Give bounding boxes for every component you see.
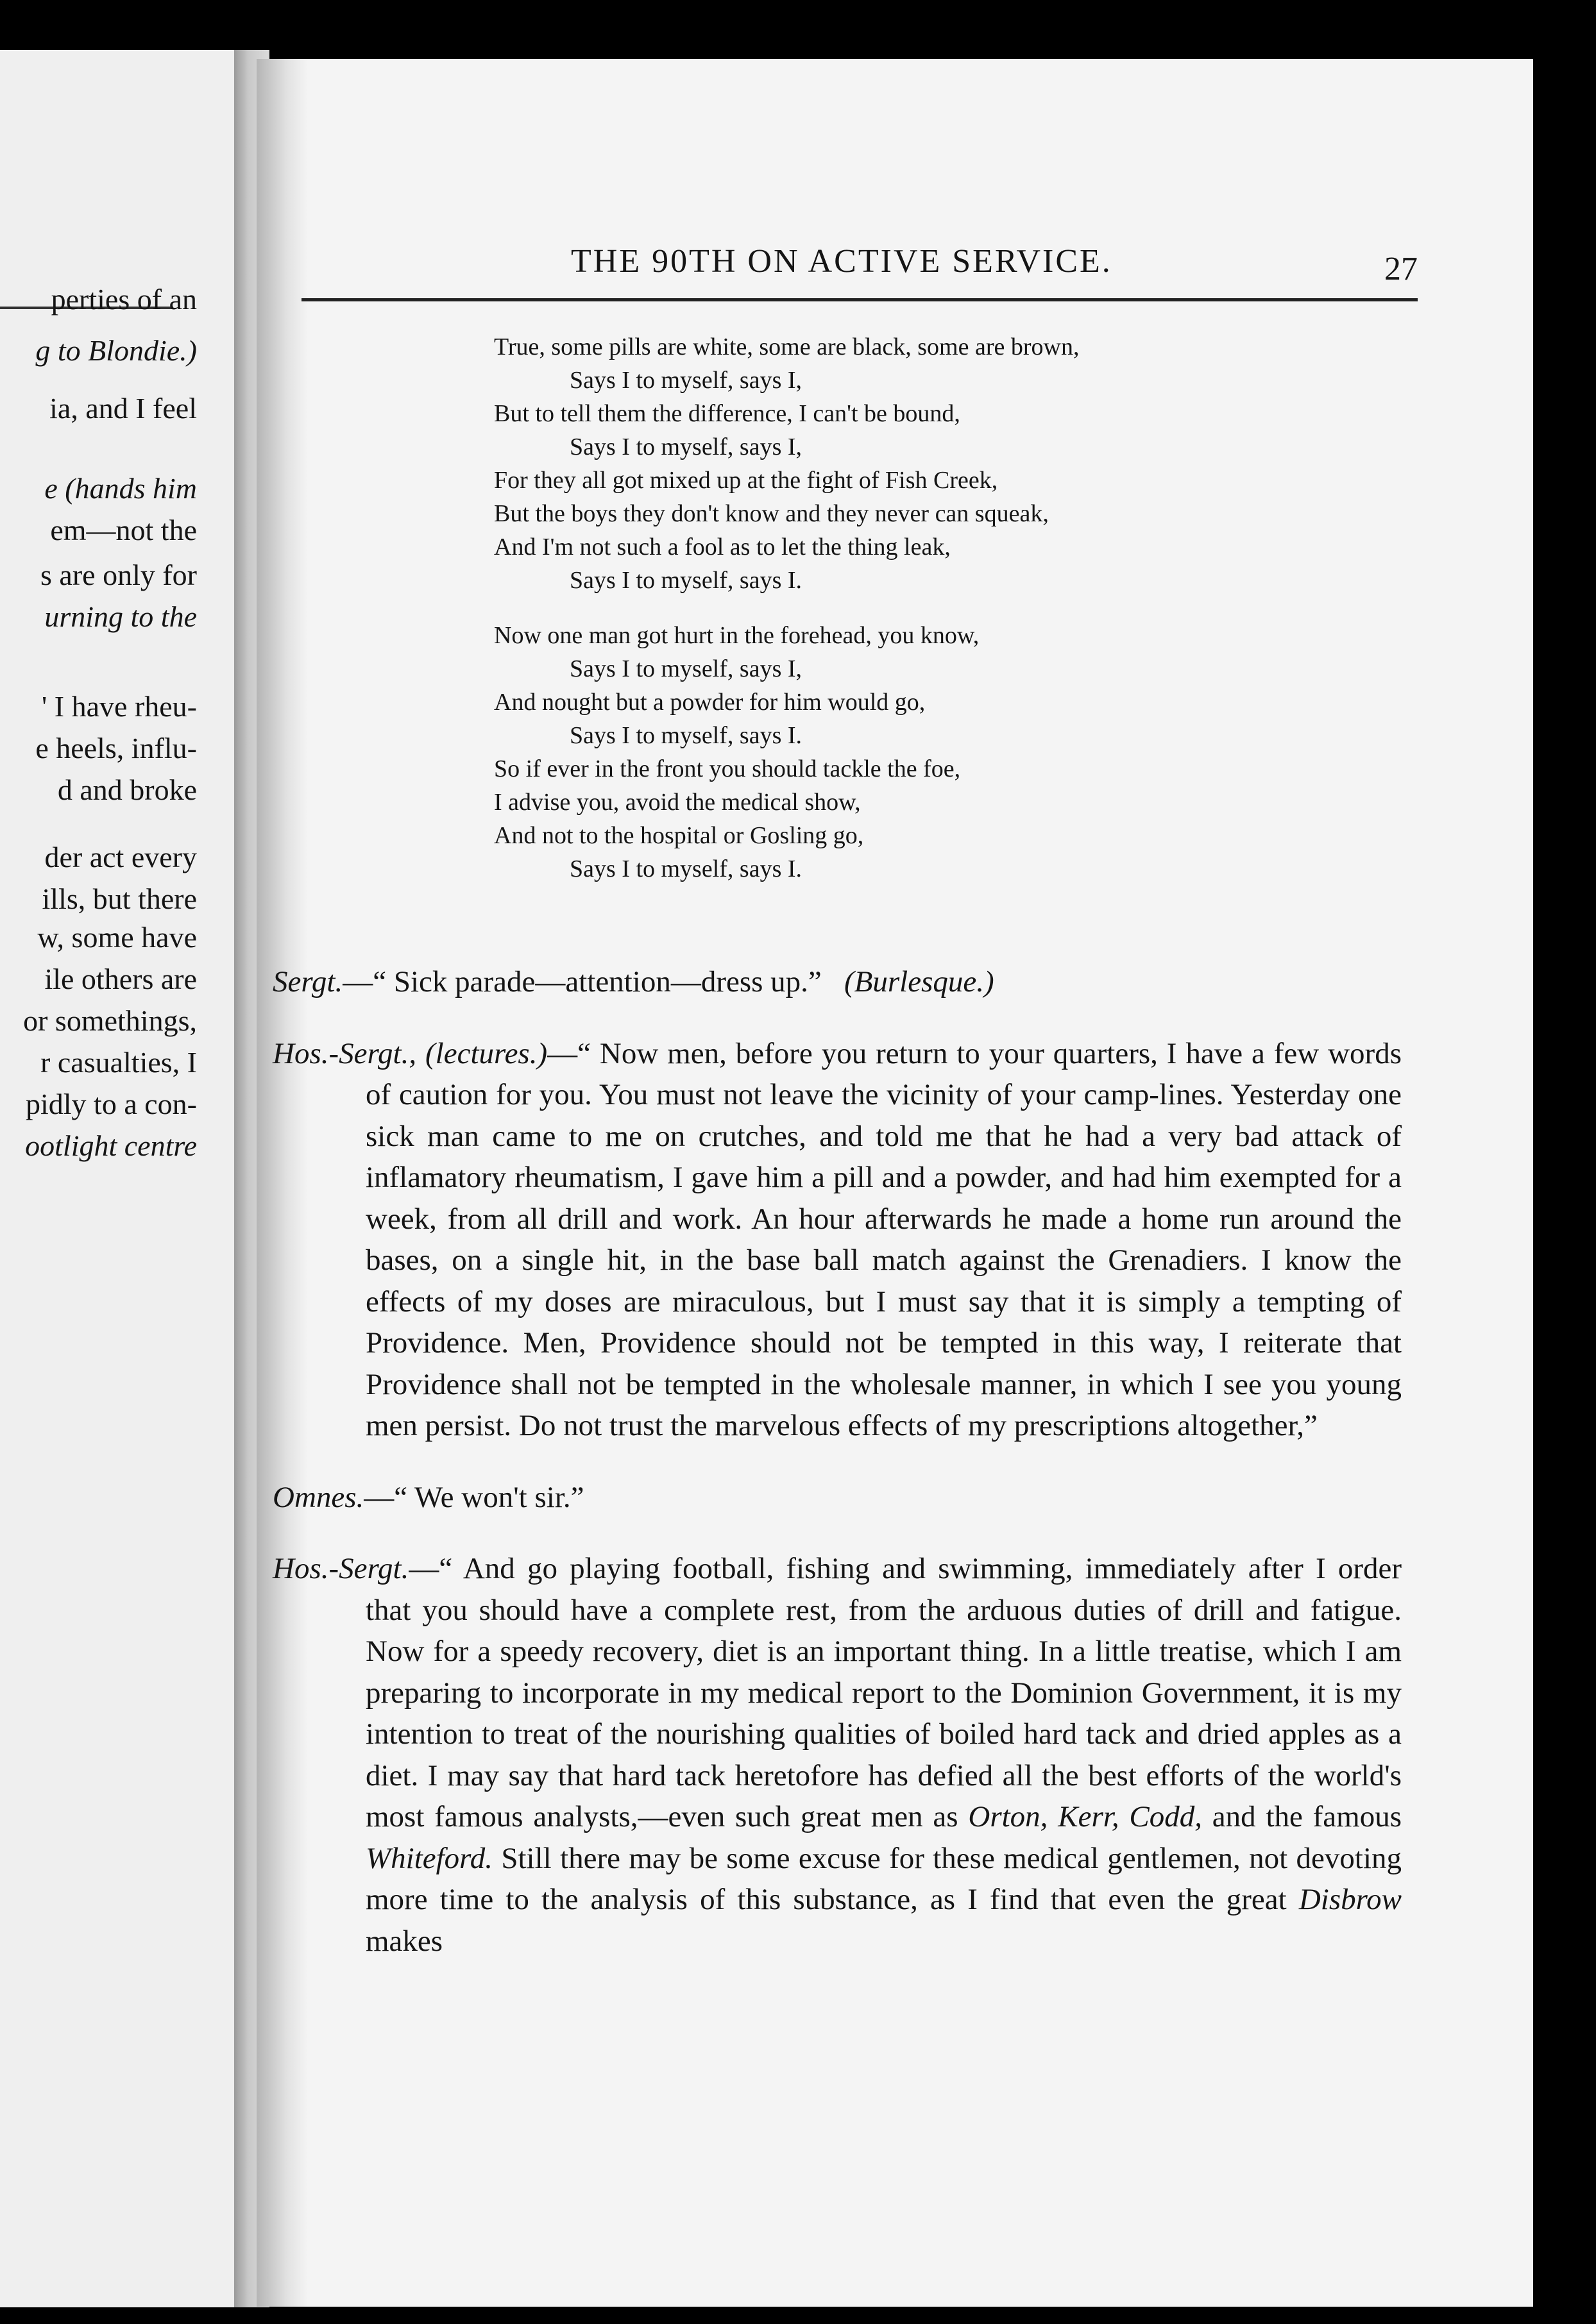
verse-line: So if ever in the front you should tackle the foe,: [494, 755, 961, 782]
verse-line: Says I to myself, says I.: [570, 567, 802, 594]
verse-stanza-1: [494, 330, 1251, 597]
left-page-line: urning to the: [44, 600, 197, 633]
dialogue-hos-sergt-2: Hos.-Sergt.—“ And go playing football, fishing and swimming, immediately after I order that you should have a complete rest, from the arduous duties of drill and fatigue. Now for a speedy recovery, diet is an important thing. In a little treatise, which I am preparing to incorporate in my medical report to the Dominion Government, it is my intention to treat of the nourishing qualities of boiled hard tack and dried apples as a diet. I may say that hard tack heretofore has defied all the best efforts of the world's most famous analysts,—even such great men as Orton, Kerr, Codd, and the famous Whiteford. Still there may be some excuse for these medical gentlemen, not devoting more time to the analysis of this substance, as I find that even the great Disbrow makes: [273, 1552, 1402, 1958]
verse-line: Says I to myself, says I,: [570, 434, 802, 460]
verse-line: Says I to myself, says I,: [570, 655, 802, 682]
dialogue-hos-sergt-1: Hos.-Sergt., (lectures.)—“ Now men, before you return to your quarters, I have a few words of caution for you. You must not leave the vicinity of your camp-lines. Yesterday one sick man came to me on crutches, and told me that he had a very bad attack of inflamatory rheumatism, I gave him a pill and a powder, and had him exempted for a week, from all drill and work. An hour afterwards he made a home run around the bases, on a single hit, in the base ball match against the Grenadiers. I know the effects of my doses are miraculous, but I must say that it is simply a tempting of Providence. Men, Providence should not be tempted in this way, I reiterate that Providence shall not be tempted in the wholesale manner, in which I see you young men persist. Do not trust the marvelous effects of my prescriptions altogether,”: [273, 1036, 1402, 1442]
left-page-line: em—not the: [50, 514, 197, 546]
verse-line: I advise you, avoid the medical show,: [494, 789, 861, 816]
verse-line: Says I to myself, says I,: [570, 367, 802, 394]
verse-line: True, some pills are white, some are black, some are brown,: [494, 333, 1080, 360]
song-verse: [494, 330, 1251, 907]
dialogue-text: Still there may be some excuse for these medical gentlemen, not devoting more time to the analysis of this substance, as I find that even the great: [366, 1841, 1402, 1916]
left-page-line: g to Blondie.): [35, 334, 197, 367]
stage-direction: (Burlesque.): [844, 965, 994, 998]
verse-line: But the boys they don't know and they never can squeak,: [494, 500, 1049, 527]
stage-direction: (lectures.): [425, 1036, 548, 1070]
left-page-line: pidly to a con-: [26, 1088, 197, 1120]
dialogue-text: “ Now men, before you return to your quarters, I have a few words of caution for you. You must not leave the vicinity of your camp-lines. Yesterday one sick man came to me on crutches, and told me that he had a very bad attack of inflamatory rheumatism, I gave him a pill and a powder, and had him exempted for a week, from all drill and work. An hour afterwards he made a home run around the bases, on a single hit, in the base ball match against the Grenadiers. I know the effects of my doses are miraculous, but I must say that it is simply a tempting of Providence. Men, Providence should not be tempted in this way, I reiterate that Providence shall not be tempted in the wholesale manner, in which I see you young men persist. Do not trust the marvelous effects of my prescriptions altogether,”: [366, 1036, 1402, 1442]
left-page-line: r casualties, I: [40, 1046, 197, 1079]
speaker-name: Sergt.: [273, 965, 343, 998]
person-name: Disbrow: [1298, 1883, 1402, 1916]
verse-line: But to tell them the difference, I can't be bound,: [494, 400, 960, 427]
person-name: Whiteford.: [366, 1841, 493, 1875]
left-page-line: ills, but there: [42, 882, 197, 915]
left-page-line: d and broke: [57, 773, 197, 806]
left-page-line: w, some have: [37, 921, 197, 954]
verse-line: Says I to myself, says I.: [570, 722, 802, 749]
person-name: Codd,: [1129, 1800, 1202, 1833]
speaker-name: Hos.-Sergt.,: [273, 1036, 417, 1070]
verse-stanza-2: [494, 619, 1251, 886]
dialogue-text: “ Sick parade—attention—dress up.”: [373, 965, 822, 998]
dialogue-text: “ We won't sir.”: [394, 1480, 584, 1514]
left-page-line: e heels, influ-: [35, 732, 197, 764]
left-page-line: ootlight centre: [25, 1129, 197, 1162]
dialogue-text: “ And go playing football, fishing and swimming, immediately after I order that you should have a complete rest, from the arduous duties of drill and fatigue. Now for a speedy recovery, diet is an important thing. In a little treatise, which I am preparing to incorporate in my medical report to the Dominion Government, it is my intention to treat of the nourishing qualities of boiled hard tack and dried apples as a diet. I may say that hard tack heretofore has defied all the best efforts of the world's most famous analysts,—even such great men as: [366, 1552, 1402, 1833]
left-page-fragment: [0, 50, 234, 2307]
dialogue-omnes: Omnes.—“ We won't sir.”: [273, 1480, 584, 1514]
verse-line: And I'm not such a fool as to let the thing leak,: [494, 534, 951, 560]
verse-line: And not to the hospital or Gosling go,: [494, 822, 864, 849]
left-page-line: ile others are: [44, 963, 197, 995]
verse-line: For they all got mixed up at the fight of Fish Creek,: [494, 467, 998, 494]
speaker-name: Hos.-Sergt.: [273, 1552, 409, 1585]
left-page-line: e (hands him: [44, 472, 197, 505]
left-page-line: ia, and I feel: [49, 392, 197, 425]
left-page-line: s are only for: [40, 559, 197, 591]
left-page-line: or somethings,: [23, 1004, 197, 1037]
person-name: Kerr,: [1058, 1800, 1119, 1833]
page-number: 27: [1384, 251, 1418, 287]
verse-line: And nought but a powder for him would go,: [494, 689, 926, 716]
person-name: Orton,: [968, 1800, 1048, 1833]
verse-line: Now one man got hurt in the forehead, you know,: [494, 622, 980, 649]
left-page-line: ' I have rheu-: [42, 690, 197, 723]
left-page-line: perties of an: [51, 283, 197, 316]
verse-line: Says I to myself, says I.: [570, 855, 802, 882]
header-rule: [301, 298, 1418, 301]
dialogue-sergt: Sergt.—“ Sick parade—attention—dress up.” (Burlesque.): [273, 965, 994, 998]
running-title: THE 90TH ON ACTIVE SERVICE.: [571, 243, 1112, 280]
dialogue-body: [273, 931, 1402, 1987]
page-header: [314, 242, 1418, 294]
left-page-line: der act every: [44, 841, 197, 873]
speaker-name: Omnes.: [273, 1480, 364, 1514]
